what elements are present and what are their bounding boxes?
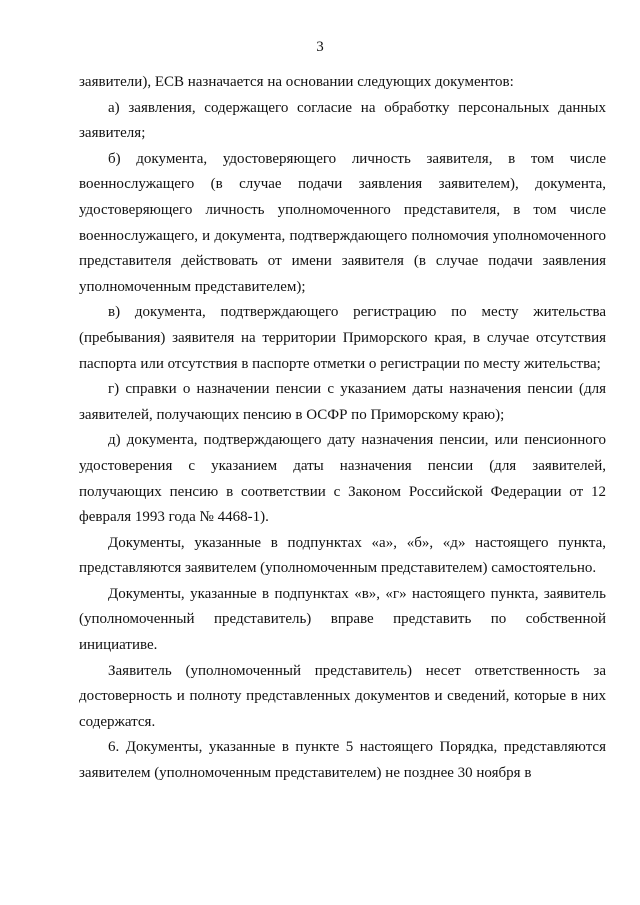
list-item-d: д) документа, подтверждающего дату назначения пенсии, или пенсионного удостоверения с указанием даты назначения пенсии (для заявителей, получающих пенсию в соответствии с Законом Российской Федерации от 12 февраля 1993 года № 4468-1). bbox=[79, 432, 606, 526]
paragraph-own-initiative: Документы, указанные в подпунктах «в», «г» настоящего пункта, заявитель (уполномоченный представитель) вправе представить по собственной инициативе. bbox=[79, 585, 606, 654]
paragraph-continuation: заявители), ЕСВ назначается на основании следующих документов: bbox=[79, 74, 514, 90]
paragraph-section-6: 6. Документы, указанные в пункте 5 настоящего Порядка, представляются заявителем (уполномоченным представителем) не позднее 30 ноября в bbox=[79, 739, 606, 782]
document-body bbox=[79, 70, 606, 787]
list-item-v: в) документа, подтверждающего регистрацию по месту жительства (пребывания) заявителя на территории Приморского края, в случае отсутствия паспорта или отсутствия в паспорте отметки о регистрации по месту жительства; bbox=[79, 304, 606, 372]
list-item-b: б) документа, удостоверяющего личность заявителя, в том числе военнослужащего (в случае подачи заявления заявителем), документа, удостоверяющего личность уполномоченного представителя, в том числе военнослужащего, и документа, подтверждающего полномочия уполномоченного представителя действовать от имени заявителя (в случае подачи заявления уполномоченным представителем); bbox=[79, 150, 606, 295]
list-item-a: а) заявления, содержащего согласие на обработку персональных данных заявителя; bbox=[79, 99, 606, 142]
paragraph-self-submitted: Документы, указанные в подпунктах «а», «б», «д» настоящего пункта, представляются заявителем (уполномоченным представителем) самостоятельно. bbox=[79, 534, 606, 577]
page-number: 3 bbox=[316, 39, 324, 55]
paragraph-responsibility: Заявитель (уполномоченный представитель) несет ответственность за достоверность и полноту представленных документов и сведений, которые в них содержатся. bbox=[79, 662, 606, 730]
list-item-g: г) справки о назначении пенсии с указанием даты назначения пенсии (для заявителей, получающих пенсию в ОСФР по Приморскому краю); bbox=[79, 381, 606, 423]
